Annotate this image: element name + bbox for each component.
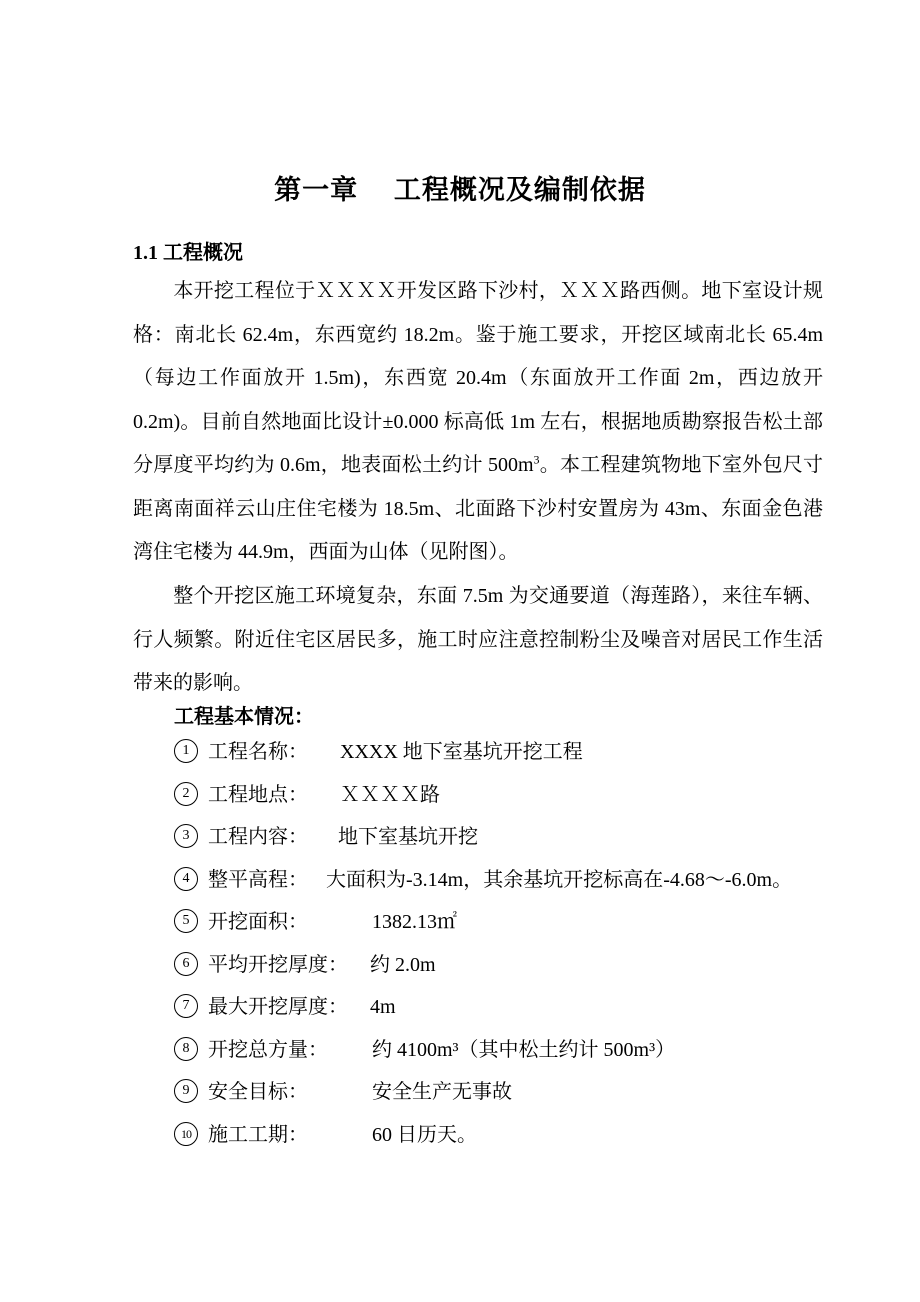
item-value: 1382.13㎡ (372, 911, 457, 933)
circled-number: 2 (174, 782, 198, 806)
item-number-badge (174, 1029, 202, 1072)
overview-paragraph-2 (133, 575, 823, 706)
item-number-badge (174, 986, 202, 1029)
item-value: ＸＸＸＸ路 (340, 783, 440, 806)
item-number-badge (174, 1071, 202, 1114)
item-number-badge (174, 816, 202, 859)
item-number-badge (174, 944, 202, 987)
overview-paragraph-1 (133, 270, 823, 575)
item-label: 安全目标： (208, 1081, 308, 1103)
item-value: 60 日历天。 (372, 1123, 477, 1146)
circled-number: 6 (174, 952, 198, 976)
circled-number: 4 (174, 867, 198, 891)
item-number-badge (174, 1114, 202, 1157)
item-number-badge (174, 774, 202, 817)
section-heading: 1.1 工程概况 (133, 242, 243, 264)
item-number-badge (174, 901, 202, 944)
basic-info-item (174, 1029, 894, 1072)
circled-number: 5 (174, 909, 198, 933)
item-value: 地下室基坑开挖 (338, 826, 478, 848)
circled-number: 1 (174, 739, 198, 763)
cubic-superscript: 3 (533, 452, 540, 467)
item-label: 最大开挖厚度： (208, 996, 348, 1018)
circled-number: 7 (174, 994, 198, 1018)
item-value: 约 4100m³（其中松土约计 500m³） (372, 1038, 676, 1061)
circled-number: 10 (174, 1122, 198, 1146)
basic-info-item (174, 774, 894, 817)
chapter-title: 第一章 工程概况及编制依据 (274, 175, 646, 205)
item-label: 开挖总方量： (208, 1038, 328, 1061)
basic-info-item (174, 944, 894, 987)
circled-number: 8 (174, 1037, 198, 1061)
basic-info-heading: 工程基本情况： (174, 706, 314, 728)
circled-number: 9 (174, 1079, 198, 1103)
item-label: 平均开挖厚度： (208, 953, 348, 976)
basic-info-item (174, 986, 894, 1029)
item-value: 大面积为-3.14m，其余基坑开挖标高在-4.68～-6.0m。 (326, 868, 793, 891)
item-value: 安全生产无事故 (372, 1081, 512, 1103)
basic-info-item (174, 731, 894, 774)
item-value: XXXX 地下室基坑开挖工程 (340, 741, 583, 763)
item-label: 开挖面积： (208, 911, 308, 933)
basic-info-item (174, 1114, 894, 1157)
basic-info-item (174, 1071, 894, 1114)
item-label: 整平高程： (208, 868, 308, 891)
item-number-badge (174, 731, 202, 774)
basic-info-item (174, 901, 894, 944)
overview-paragraph-1-text-cont: 。本工程建筑物地下室外包尺寸距离南面祥云山庄住宅楼为 18.5m、北面路下沙村安置房为 43m、东面金色港湾住宅楼为 44.9m，西面为山体（见附图）。 (133, 454, 823, 563)
item-label: 工程内容： (208, 826, 308, 848)
basic-info-list (174, 731, 894, 1156)
basic-info-item (174, 816, 894, 859)
item-label: 施工工期： (208, 1123, 308, 1146)
item-label: 工程名称： (208, 741, 308, 763)
item-value: 约 2.0m (370, 953, 436, 976)
item-number-badge (174, 859, 202, 902)
overview-paragraph-2-text: 整个开挖区施工环境复杂，东面 7.5m 为交通要道（海莲路），来往车辆、行人频繁。附近住宅区居民多，施工时应注意控制粉尘及噪音对居民工作生活带来的影响。 (133, 585, 823, 694)
basic-info-item (174, 859, 894, 902)
circled-number: 3 (174, 824, 198, 848)
item-label: 工程地点： (208, 783, 308, 806)
item-value: 4m (370, 996, 396, 1018)
overview-paragraph-1-text: 本开挖工程位于ＸＸＸＸ开发区路下沙村，ＸＸＸ路西侧。地下室设计规格：南北长 62.4m，东西宽约 18.2m。鉴于施工要求，开挖区域南北长 65.4m（每边工作面放开 1.5m)，东西宽 20.4m（东面放开工作面 2m，西边放开 0.2m)。目前自然地面比设计±0.000 标高低 1m 左右，根据地质勘察报告松土部分厚度平均约为 0.6m，地表面松土约计 500m (133, 280, 823, 476)
